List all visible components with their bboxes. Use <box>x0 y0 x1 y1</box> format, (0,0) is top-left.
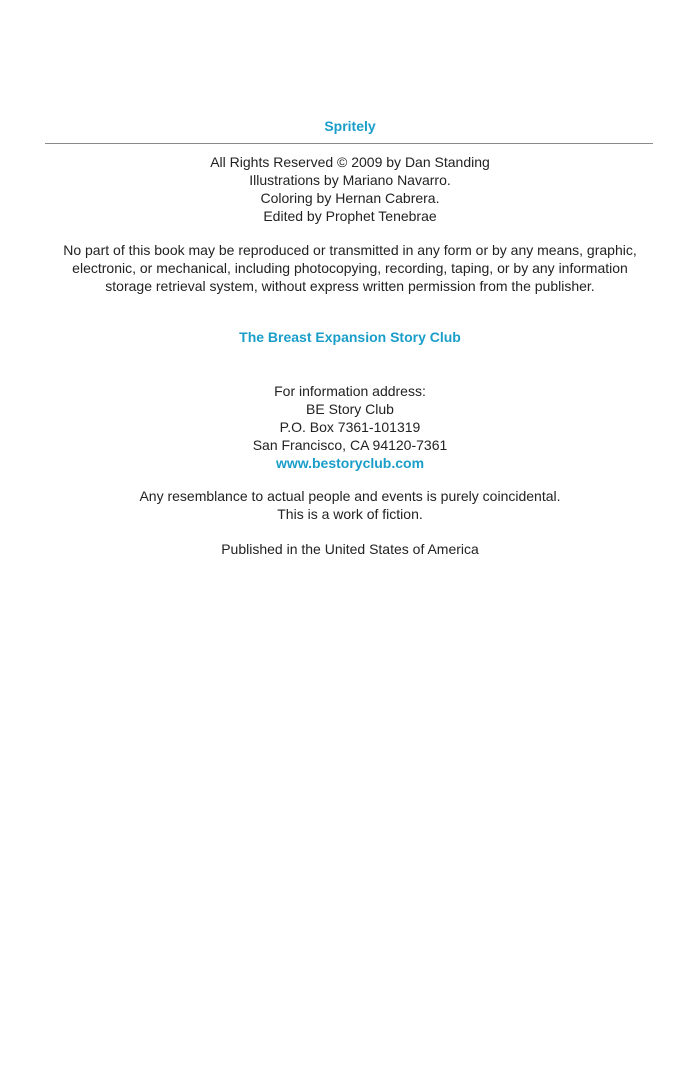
address-heading: For information address: <box>274 383 426 399</box>
address-po-box: P.O. Box 7361-101319 <box>279 419 421 435</box>
coloring-line: Coloring by Hernan Cabrera. <box>260 190 440 206</box>
rights-notice <box>40 241 660 295</box>
editor-line: Edited by Prophet Tenebrae <box>263 208 437 224</box>
fiction-line: This is a work of fiction. <box>277 506 423 522</box>
credits-block <box>0 153 700 225</box>
address-block <box>0 382 700 472</box>
illustrations-line: Illustrations by Mariano Navarro. <box>249 172 451 188</box>
address-city: San Francisco, CA 94120-7361 <box>252 437 448 453</box>
address-name: BE Story Club <box>306 401 394 417</box>
copyright-line: All Rights Reserved © 2009 by Dan Standing <box>210 154 490 170</box>
notice-line: storage retrieval system, without express written permission from the publisher. <box>105 278 595 294</box>
book-title: Spritely <box>324 118 376 134</box>
website-link[interactable]: www.bestoryclub.com <box>275 455 425 471</box>
notice-line: electronic, or mechanical, including photocopying, recording, taping, or by any information <box>72 260 628 276</box>
disclaimer-line: Any resemblance to actual people and events is purely coincidental. <box>139 488 561 504</box>
notice-line: No part of this book may be reproduced or transmitted in any form or by any means, graphic, <box>63 242 637 258</box>
title-divider <box>45 143 653 144</box>
disclaimer-block <box>0 487 700 523</box>
publisher-name: The Breast Expansion Story Club <box>239 329 461 345</box>
published-in: Published in the United States of America <box>221 541 479 557</box>
